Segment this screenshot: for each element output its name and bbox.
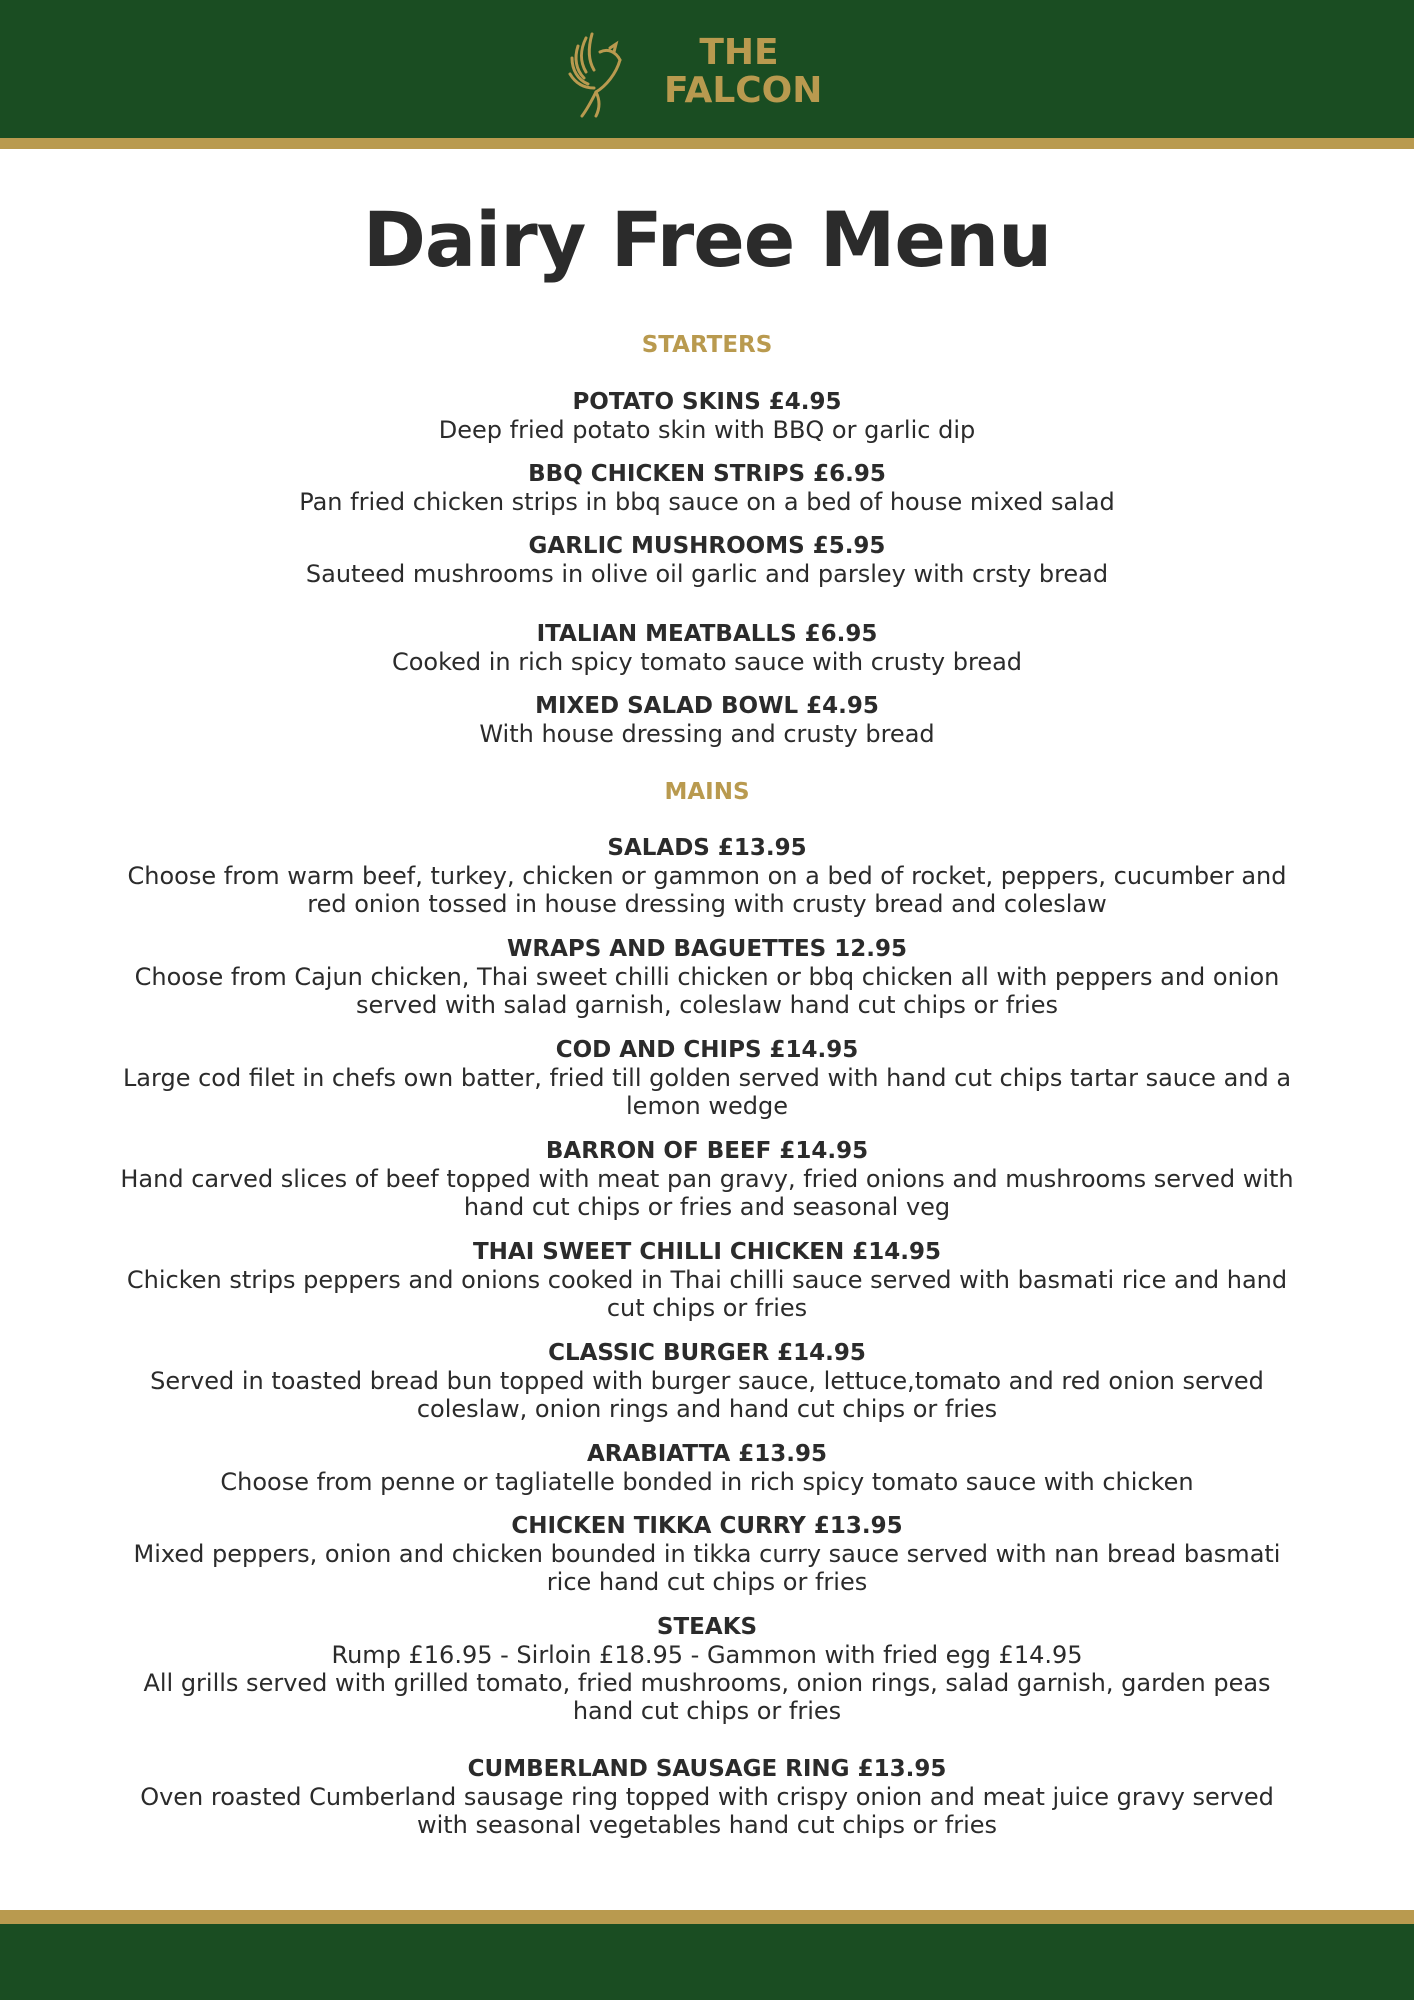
item-name: BBQ CHICKEN STRIPS £6.95 [528,461,886,487]
item-description-line: Hand carved slices of beef topped with meat pan gravy, fried onions and mushrooms served with [120,1165,1294,1193]
item-name: CUMBERLAND SAUSAGE RING £13.95 [467,1756,947,1782]
item-description-line: Rump £16.95 - Sirloin £18.95 - Gammon with fried egg £14.95 [331,1641,1083,1669]
menu-item [60,620,1354,676]
item-description: With house dressing and crusty bread [479,720,935,748]
item-name: GARLIC MUSHROOMS £5.95 [528,533,886,559]
item-description-line: Mixed peppers, onion and chicken bounded in tikka curry sauce served with nan bread basmati [133,1540,1281,1568]
item-name: THAI SWEET CHILLI CHICKEN £14.95 [472,1239,942,1265]
menu-item [60,1512,1354,1596]
brand-name [664,32,823,111]
item-description-line: rice hand cut chips or fries [546,1568,868,1596]
menu-item [60,1613,1354,1725]
item-description: Deep fried potato skin with BBQ or garlic dip [438,416,976,444]
brand-line-2: FALCON [664,70,823,111]
item-description-line: Large cod filet in chefs own batter, fried till golden served with hand cut chips tartar sauce and a [122,1064,1292,1092]
item-description-line: Choose from warm beef, turkey, chicken or gammon on a bed of rocket, peppers, cucumber and [127,862,1287,890]
footer-stripe [0,1910,1414,1924]
item-name: SALADS £13.95 [607,835,807,861]
section-heading-mains: MAINS [664,779,750,805]
item-description: Cooked in rich spicy tomato sauce with crusty bread [391,648,1023,676]
item-name: STEAKS [656,1614,758,1640]
menu-item [60,834,1354,918]
item-name: WRAPS AND BAGUETTES 12.95 [507,936,907,962]
menu-item [60,1440,1354,1496]
menu-item [60,692,1354,748]
menu-item [60,1137,1354,1221]
item-name: COD AND CHIPS £14.95 [555,1037,859,1063]
item-description-line: hand cut chips or fries [572,1697,842,1725]
menu-item [60,532,1354,588]
item-name: ARABIATTA £13.95 [586,1441,828,1467]
item-name: ITALIAN MEATBALLS £6.95 [536,621,878,647]
item-description-line: cut chips or fries [606,1294,808,1322]
header-bar [0,0,1414,138]
item-description-line: Choose from penne or tagliatelle bonded in rich spicy tomato sauce with chicken [220,1468,1194,1496]
item-name: MIXED SALAD BOWL £4.95 [535,693,879,719]
menu-item [60,388,1354,444]
item-description-line: Served in toasted bread bun topped with burger sauce, lettuce,tomato and red onion served [150,1367,1264,1395]
brand-line-1: THE [699,32,779,73]
item-description: Pan fried chicken strips in bbq sauce on a bed of house mixed salad [299,488,1115,516]
menu-item [60,1339,1354,1423]
item-name: POTATO SKINS £4.95 [572,389,842,415]
item-description-line: hand cut chips or fries and seasonal veg [463,1193,951,1221]
item-description: Sauteed mushrooms in olive oil garlic and parsley with crsty bread [305,560,1109,588]
menu-item [60,460,1354,516]
item-name: CHICKEN TIKKA CURRY £13.95 [511,1513,903,1539]
menu-item [60,1755,1354,1839]
item-name: CLASSIC BURGER £14.95 [548,1340,866,1366]
menu-item [60,1036,1354,1120]
item-description-line: Choose from Cajun chicken, Thai sweet chilli chicken or bbq chicken all with peppers and onion [134,963,1280,991]
falcon-icon [566,30,632,120]
header-stripe [0,138,1414,149]
menu-item [60,935,1354,1019]
item-description-line: Oven roasted Cumberland sausage ring topped with crispy onion and meat juice gravy served [140,1783,1274,1811]
item-description-line: Chicken strips peppers and onions cooked in Thai chilli sauce served with basmati rice and hand [126,1266,1288,1294]
item-description-line: coleslaw, onion rings and hand cut chips or fries [416,1395,998,1423]
item-description-line: with seasonal vegetables hand cut chips or fries [416,1811,998,1839]
menu-item [60,1238,1354,1322]
item-description-line: red onion tossed in house dressing with crusty bread and coleslaw [307,890,1107,918]
section-heading-starters: STARTERS [641,332,773,358]
page-title: Dairy Free Menu [362,195,1052,284]
item-description-line: All grills served with grilled tomato, fried mushrooms, onion rings, salad garnish, garden peas [143,1669,1271,1697]
item-description-line: served with salad garnish, coleslaw hand cut chips or fries [356,991,1058,1019]
item-name: BARRON OF BEEF £14.95 [545,1138,869,1164]
logo [566,30,823,120]
footer-bar [0,1924,1414,2000]
item-description-line: lemon wedge [626,1092,788,1120]
